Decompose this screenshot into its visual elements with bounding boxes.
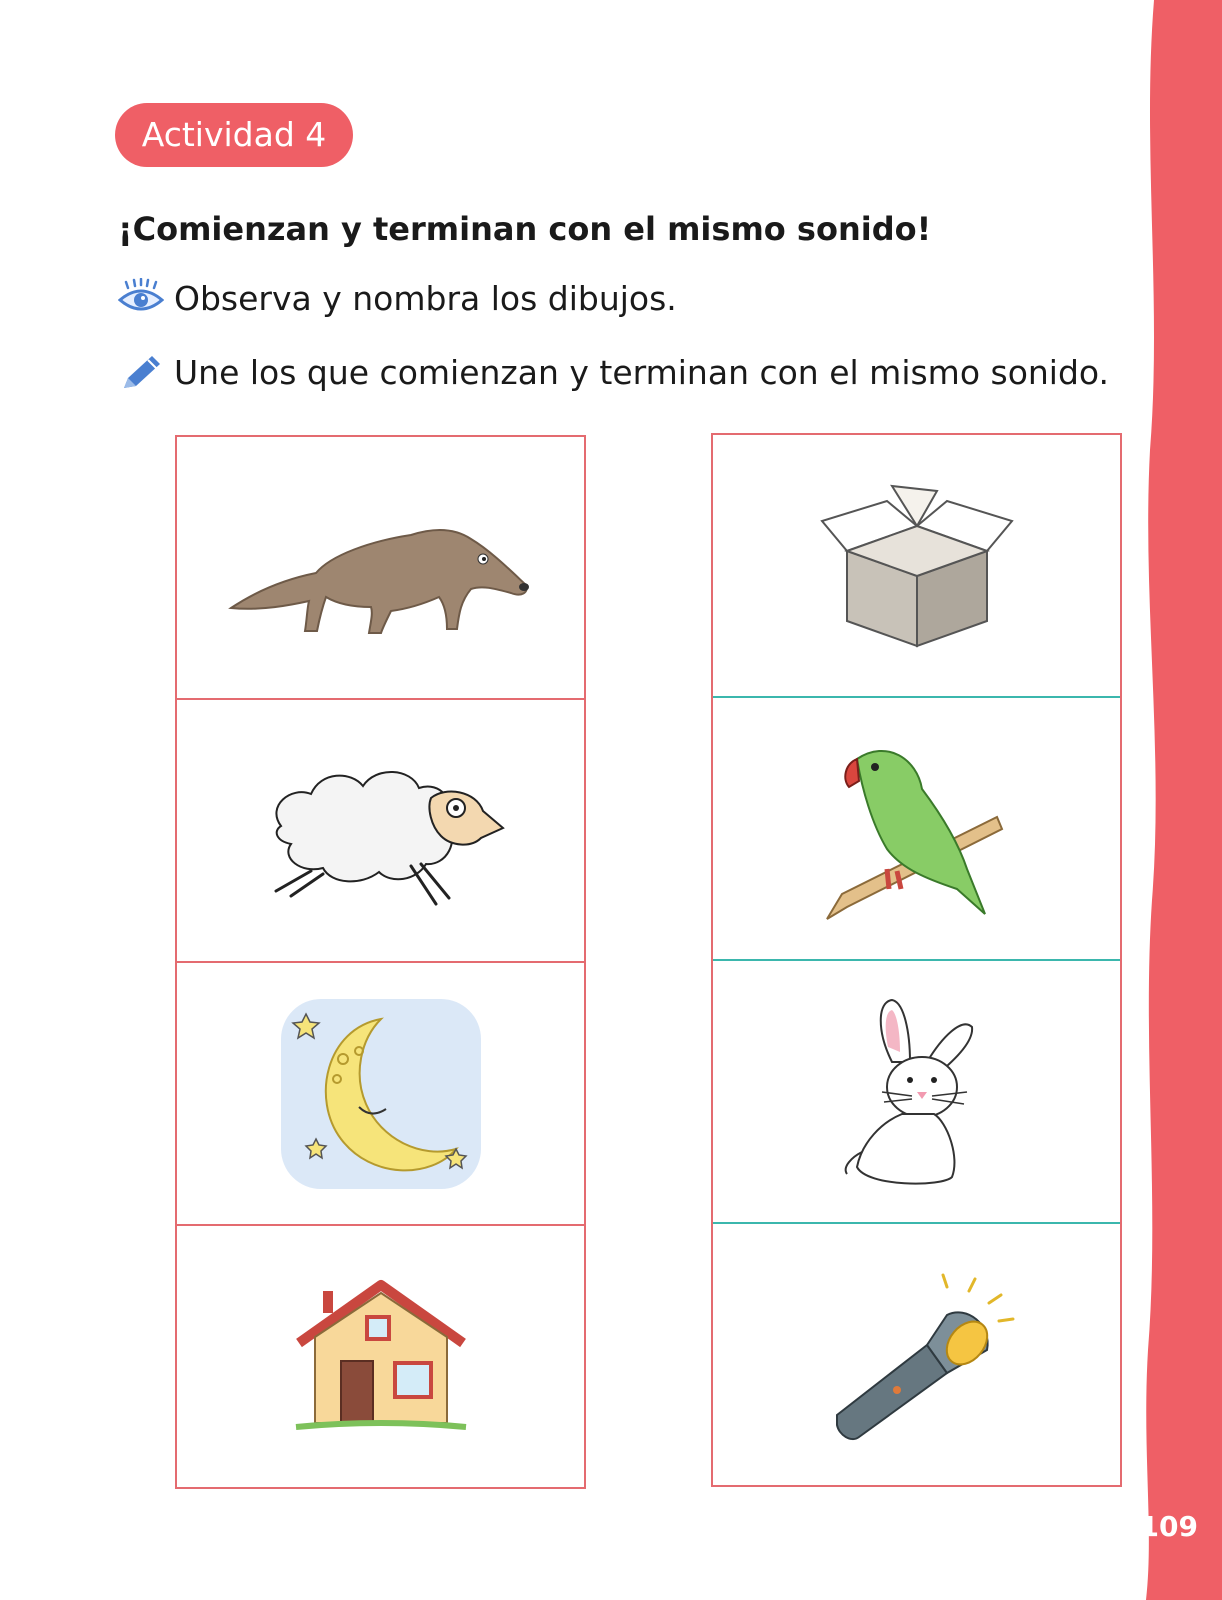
picture-cell-house[interactable] [177,1224,584,1487]
page-number: 109 [1139,1510,1198,1543]
instruction-observe [118,278,677,318]
left-picture-column [175,435,586,1489]
parrot-picture [817,729,1017,929]
house-picture [291,1277,471,1437]
moon-picture [271,989,491,1199]
box-picture [817,481,1017,651]
picture-cell-box[interactable] [713,435,1120,696]
activity-badge: Actividad 4 [115,103,353,167]
instruction-text: Une los que comienzan y terminan con el mismo sonido. [174,352,1110,392]
activity-title: ¡Comienzan y terminan con el mismo sonido! [118,210,932,248]
picture-cell-parrot[interactable] [713,696,1120,959]
sheep-picture [251,746,511,916]
pencil-icon [118,352,164,392]
picture-cell-flashlight[interactable] [713,1222,1120,1485]
picture-cell-wolf[interactable] [177,437,584,698]
picture-cell-rabbit[interactable] [713,959,1120,1222]
eye-icon [118,278,164,318]
wolf-picture [221,493,541,643]
instruction-connect [118,352,1109,392]
instruction-text: Observa y nombra los dibujos. [174,278,677,318]
right-picture-column [711,433,1122,1487]
flashlight-picture [817,1265,1017,1445]
picture-cell-sheep[interactable] [177,698,584,961]
side-band [1139,0,1222,1600]
picture-cell-moon[interactable] [177,961,584,1224]
rabbit-picture [822,992,1012,1192]
